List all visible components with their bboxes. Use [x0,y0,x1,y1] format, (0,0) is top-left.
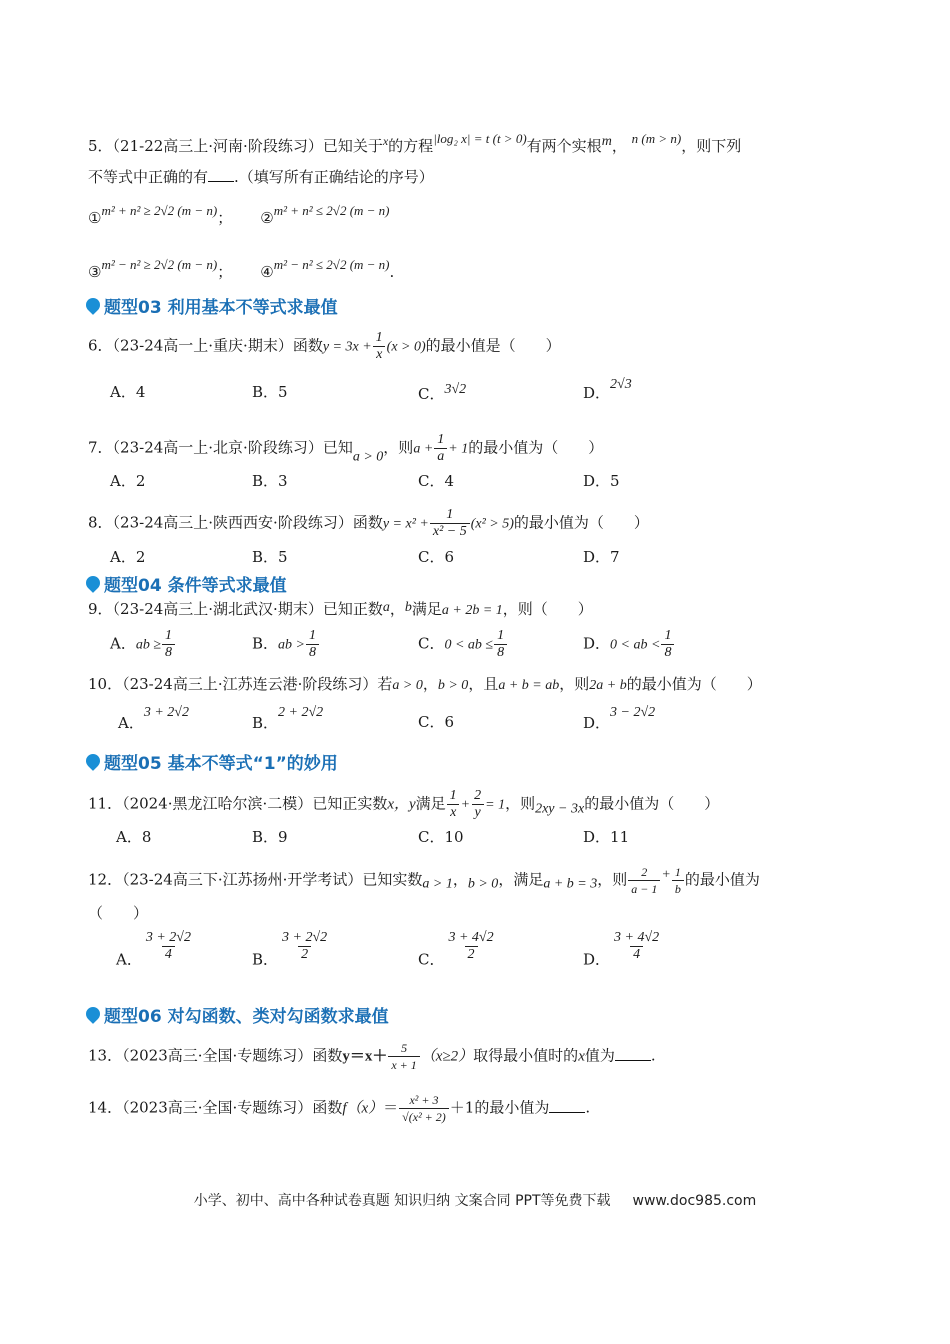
question-text: 有两个实根 [526,137,602,155]
choice-label: A． [110,634,136,653]
question-13-line [88,1040,656,1073]
question-source: （21-22高三上·河南·阶段练习） [112,137,323,155]
math-condition: b > 0 [437,678,469,693]
fraction-denominator: x [447,804,459,821]
choice-text: C．10 [418,828,464,846]
choice-expression: ab ≥ [135,637,162,653]
question-text: 满足 [411,600,442,618]
math-fraction [279,930,330,963]
math-var: x [382,134,389,148]
question-text: ，则 [505,794,536,813]
math-fraction [306,628,319,661]
question-5-line-1 [88,128,741,157]
question-text: 若 [377,675,393,693]
option-mark: ② [260,209,274,227]
question-number: 14． [88,1098,123,1117]
question-text: 已知实数 [362,870,423,889]
math-condition: b > 0 [467,876,499,892]
math-condition: (x > 0) [386,339,426,355]
math-fraction [628,864,660,897]
choice-b[interactable] [252,470,288,492]
choice-b[interactable] [252,930,331,971]
fraction-numerator: 1 [446,507,454,522]
math-fraction [672,864,684,897]
choice-label: B． [252,714,279,732]
choice-text: A．4 [110,383,146,401]
section-heading-03 [86,292,338,318]
question-source: （23-24高三上·陕西西安·阶段练习） [112,513,353,532]
math-operator: ＝ [383,1098,399,1117]
question-source: （23-24高三上·湖北武汉·期末） [112,600,323,618]
choice-d[interactable] [583,470,620,492]
math-equation: y = 3x + [322,339,372,355]
choice-b[interactable] [252,546,288,568]
question-7-line [88,432,603,469]
math-condition: a > 1 [422,876,453,892]
question-text: 的最小值为 [684,870,760,889]
math-fraction [445,930,496,963]
math-fraction [661,628,674,661]
choice-c[interactable] [418,826,464,848]
math-condition: a + b = 3 [543,876,598,892]
separator: ； [217,263,233,281]
fraction-numerator: 1 [165,628,173,643]
choice-label: C． [418,634,445,653]
choice-label: A． [118,714,144,732]
fraction-numerator: 1 [664,628,672,643]
section-title: 题型03 利用基本不等式求最值 [104,297,338,318]
question-number: 12． [88,870,123,889]
choice-expression: 2 + 2√2 [278,705,324,720]
math-expression: 2a + b [589,678,627,693]
choice-label: A． [116,950,142,969]
choice-expression: ab > [278,637,305,653]
choice-text: C．6 [418,548,455,566]
choice-d[interactable] [583,826,629,848]
fraction-numerator: 2 [641,865,648,879]
question-number: 7． [88,438,113,457]
question-number: 13． [88,1046,123,1065]
math-equation: y = x² + [382,516,429,532]
question-text: 已知 [322,438,353,457]
math-var: x [578,1048,585,1065]
choice-text: D．5 [583,472,620,490]
fraction-denominator: 8 [494,644,507,661]
fraction-denominator: a − 1 [628,880,660,897]
question-text: 的最小值为（ ） [468,438,604,457]
fraction-denominator: x + 1 [388,1056,419,1073]
math-condition: n (m > n) [631,131,682,146]
choice-expression: 3 − 2√2 [610,705,656,720]
fraction-denominator: x [373,346,385,363]
fraction-denominator: 2 [298,946,311,963]
math-equation: y＝x＋ [342,1048,388,1065]
question-number: 5． [88,137,113,155]
question-text: ，满足 [498,870,544,889]
choice-b[interactable] [252,826,288,848]
fraction-denominator: b [672,880,684,897]
answer-blank[interactable] [615,1046,651,1061]
question-5-options-2 [88,254,394,283]
choice-text: A．2 [110,548,146,566]
section-title: 题型05 基本不等式“1”的妙用 [104,753,338,774]
choice-d[interactable] [583,546,620,568]
fraction-numerator: 1 [437,432,445,447]
choice-a[interactable] [118,700,189,734]
math-fraction [143,930,194,963]
question-text: 取得最小值时的 [473,1046,579,1065]
choice-c[interactable] [418,628,508,661]
question-text: 的最小值为（ ） [626,675,762,693]
choice-c[interactable] [418,470,454,492]
fraction-denominator: x² − 5 [430,523,470,540]
choice-text: A．8 [116,828,152,846]
question-5-options-1 [88,200,390,229]
math-expression: ＋1 [449,1098,475,1117]
choice-text: C．4 [418,472,455,490]
choice-text: D．7 [583,548,620,566]
choice-label: D． [583,950,611,969]
question-number: 11． [88,794,123,813]
question-text: 已知正数 [322,600,383,618]
choice-label: C． [418,385,445,403]
math-fraction [611,930,662,963]
choice-c[interactable] [418,930,498,971]
choice-expression: 0 < ab < [610,637,661,653]
math-var: b [404,600,412,615]
fraction-numerator: 1 [308,628,316,643]
choice-expression: 0 < ab ≤ [444,637,494,653]
question-text: ，则下列 [681,137,742,155]
separator: ， [389,600,405,618]
location-pin-icon [83,1004,103,1024]
choice-text: B．3 [252,472,288,490]
math-condition: （x≥2） [420,1048,474,1065]
option-expression: m² − n² ≥ 2√2 (m − n) [101,257,218,272]
question-9-line [88,597,593,622]
choice-label: D． [583,384,611,402]
question-text: 的最小值为（ ） [584,794,720,813]
fraction-numerator: x² + 3 [409,1093,439,1107]
question-source: （23-24高三下·江苏扬州·开学考试） [122,870,363,889]
fraction-denominator: √(x² + 2) [399,1108,449,1125]
math-variables: x，y [387,796,416,813]
answer-blank[interactable] [549,1098,585,1113]
math-condition: a + 2b = 1 [441,603,503,618]
question-text: ，则 [559,675,590,693]
choice-b[interactable] [252,700,323,734]
location-pin-icon [83,751,103,771]
section-heading-06 [86,1001,389,1027]
question-14-line [88,1092,590,1125]
math-equation: |log₂ x| = t (t > 0) [433,131,527,146]
separator: . [585,1098,591,1117]
question-11-line [88,788,719,821]
separator: . [650,1046,656,1065]
fraction-numerator: 1 [497,628,505,643]
section-heading-04 [86,570,287,596]
fraction-numerator: 3 + 4√2 [448,930,494,945]
question-6-line [88,330,561,363]
math-fraction [494,628,507,661]
choice-a[interactable] [110,628,176,661]
choice-d[interactable] [583,628,675,661]
question-text: 满足 [415,794,446,813]
fraction-denominator: a [434,448,447,465]
math-fraction [399,1092,449,1125]
choice-a[interactable] [110,546,145,568]
question-text: ，则 [597,870,628,889]
fraction-numerator: 1 [449,788,457,803]
choice-expression: 3√2 [444,382,467,397]
question-text: 函数 [312,1098,343,1117]
math-fraction [373,330,386,363]
question-5-line-2 [88,166,434,188]
section-title: 题型04 条件等式求最值 [104,575,287,596]
choice-b[interactable] [252,381,288,403]
math-equation: = 1 [485,797,506,813]
question-number: 8． [88,513,113,532]
footer-link[interactable]: www.doc985.com [632,1193,757,1209]
fraction-denominator: 8 [306,644,319,661]
choice-text: C．6 [418,713,455,731]
question-text: 已知正实数 [312,794,388,813]
section-heading-05 [86,748,338,774]
math-operator: + [460,797,471,813]
separator: . [389,263,395,281]
math-condition: a > 0 [392,678,423,693]
question-text: ，则 [383,438,414,457]
fraction-numerator: 3 + 2√2 [145,930,191,945]
choice-label: C． [418,950,445,969]
math-fraction [388,1040,419,1073]
question-text: 的方程 [388,137,434,155]
fraction-numerator: 1 [375,330,383,345]
location-pin-icon [83,295,103,315]
math-fraction [471,788,484,821]
fraction-denominator: 4 [630,946,643,963]
option-expression: m² − n² ≤ 2√2 (m − n) [273,257,390,272]
question-source: （23-24高一上·北京·阶段练习） [112,438,323,457]
math-expression: 2xy − 3x [535,801,585,817]
question-12-line-2 [88,902,148,924]
choice-a[interactable] [110,381,145,403]
fraction-denominator: 2 [465,946,478,963]
choice-text: B．5 [252,383,288,401]
question-text: 函数 [352,513,383,532]
fraction-numerator: 2 [474,788,482,803]
option-mark: ① [88,209,102,227]
choice-expression: 2√3 [610,377,632,392]
math-var: a [382,600,390,615]
choice-label: B． [252,950,279,969]
question-source: （2023高三·全国·专题练习） [122,1098,313,1117]
fraction-numerator: 3 + 4√2 [614,930,660,945]
page-footer [0,1190,950,1210]
fraction-denominator: y [472,804,484,821]
math-fraction [434,432,447,465]
choice-label: B． [252,634,279,653]
option-mark: ④ [260,263,274,281]
math-function: f（x） [342,1100,384,1117]
choice-c[interactable] [418,546,454,568]
question-text: .（填写所有正确结论的序号） [234,168,434,186]
math-fraction [162,628,175,661]
option-mark: ③ [88,263,102,281]
question-text: ，则（ ） [502,600,593,618]
math-condition: a + b = ab [498,678,560,693]
choice-label: D． [583,714,611,732]
question-number: 10． [88,675,123,693]
math-operator: + [661,867,671,883]
question-number: 6． [88,336,113,355]
choice-text: B．9 [252,828,288,846]
choice-text: A．2 [110,472,146,490]
question-text: 值为 [584,1046,615,1065]
math-fraction [447,788,460,821]
question-text: 的最小值为 [474,1098,550,1117]
question-source: （2024·黑龙江哈尔滨·二模） [122,794,313,813]
question-text: 的最小值是（ ） [425,336,561,355]
choice-a[interactable] [116,930,195,971]
separator: ； [217,209,233,227]
question-source: （23-24高一上·重庆·期末） [112,336,293,355]
choice-b[interactable] [252,628,320,661]
answer-parentheses: （ ） [88,904,149,922]
question-source: （2023高三·全国·专题练习） [122,1046,313,1065]
math-var: m [601,134,612,149]
option-expression: m² + n² ≥ 2√2 (m − n) [101,203,218,218]
choice-text: D．11 [583,828,630,846]
fraction-denominator: 8 [162,644,175,661]
question-12-line-1 [88,864,760,897]
question-source: （23-24高三上·江苏连云港·阶段练习） [122,675,378,693]
question-text: 函数 [292,336,323,355]
math-condition: (x² > 5) [470,516,514,532]
choice-text: B．5 [252,548,288,566]
choice-c[interactable] [418,711,454,733]
separator: ， [452,870,468,889]
choice-d[interactable] [583,930,663,971]
question-number: 9． [88,600,113,618]
answer-blank[interactable] [208,167,234,182]
question-text: 的最小值为（ ） [513,513,649,532]
fraction-numerator: 5 [401,1041,408,1055]
section-title: 题型06 对勾函数、类对勾函数求最值 [104,1006,389,1027]
math-condition: a > 0 [352,449,384,465]
choice-label: D． [583,634,611,653]
question-text: ，且 [468,675,499,693]
location-pin-icon [83,573,103,593]
choice-a[interactable] [116,826,151,848]
fraction-numerator: 1 [674,865,681,879]
fraction-denominator: 8 [661,644,674,661]
fraction-denominator: 4 [162,946,175,963]
question-10-line [88,673,762,697]
choice-expression: 3 + 2√2 [143,705,189,720]
choice-d[interactable] [583,372,632,404]
fraction-numerator: 3 + 2√2 [282,930,328,945]
separator: ， [422,675,438,693]
option-expression: m² + n² ≤ 2√2 (m − n) [273,203,390,218]
choice-d[interactable] [583,700,655,734]
math-fraction [430,507,470,540]
choice-c[interactable] [418,377,466,405]
footer-text: 小学、初中、高中各种试卷真题 知识归纳 文案合同 PPT等免费下载 [193,1193,611,1209]
math-equation: + 1 [448,441,469,457]
question-8-line [88,507,649,540]
choice-a[interactable] [110,470,145,492]
question-text: 函数 [312,1046,343,1065]
question-text: 已知关于 [322,137,383,155]
separator: ， [611,137,627,155]
math-equation: a + [413,441,434,457]
question-text: 不等式中正确的有 [88,168,209,186]
